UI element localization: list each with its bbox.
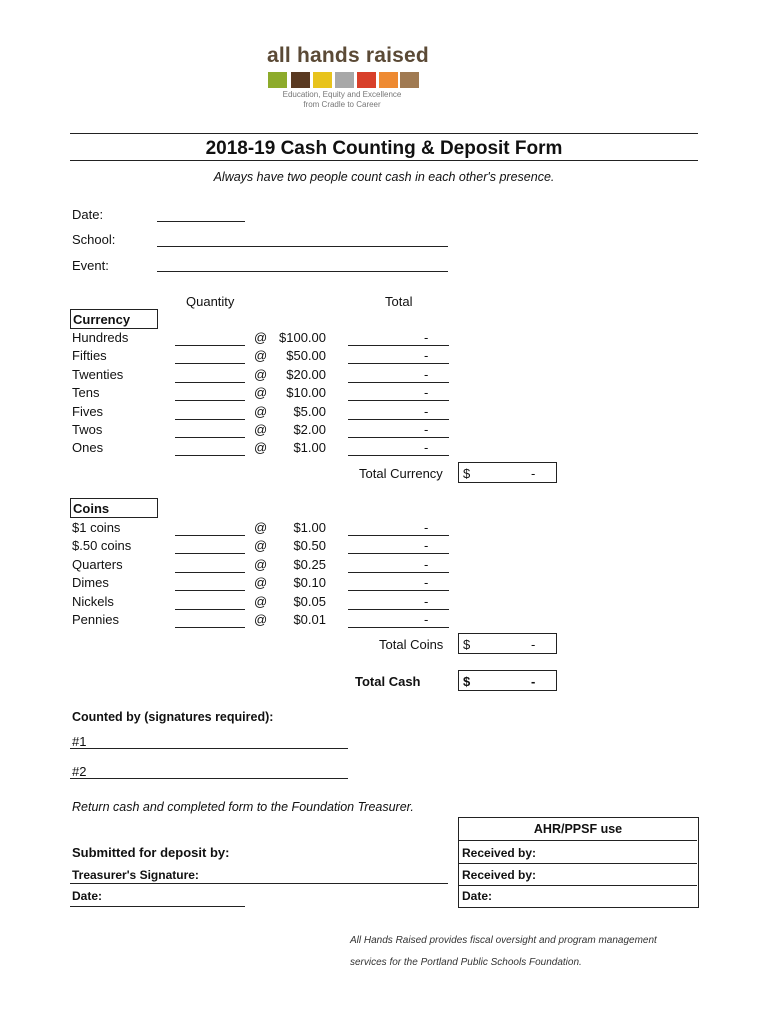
row-total-value: - xyxy=(424,594,429,609)
logo-square xyxy=(400,72,419,88)
ahr-divider-1 xyxy=(459,840,697,841)
at-symbol: @ xyxy=(254,538,268,553)
quantity-field[interactable] xyxy=(175,627,245,628)
row-total-field[interactable] xyxy=(348,345,449,346)
quantity-field[interactable] xyxy=(175,382,245,383)
total-cash-box xyxy=(458,670,557,691)
title-rule-bottom xyxy=(70,160,698,161)
total-coins-box xyxy=(458,633,557,654)
treasurer-signature-field[interactable] xyxy=(70,883,448,884)
denomination-label: Twos xyxy=(72,422,103,437)
row-total-field[interactable] xyxy=(348,437,449,438)
ahr-ppsf-use-box xyxy=(458,817,699,908)
date-label: Date: xyxy=(72,207,104,222)
deposit-date-field[interactable] xyxy=(70,906,245,907)
total-column-header: Total xyxy=(385,294,413,309)
denomination-label: Tens xyxy=(72,385,100,400)
logo-square xyxy=(357,72,376,88)
quantity-field[interactable] xyxy=(175,455,245,456)
signature-1-label: #1 xyxy=(72,734,87,749)
denomination-label: Nickels xyxy=(72,594,114,609)
quantity-field[interactable] xyxy=(175,437,245,438)
unit-price: $2.00 xyxy=(293,422,326,437)
unit-price: $1.00 xyxy=(293,440,326,455)
logo-square xyxy=(335,72,354,88)
row-total-field[interactable] xyxy=(348,553,449,554)
at-symbol: @ xyxy=(254,385,268,400)
unit-price: $0.50 xyxy=(293,538,326,553)
counted-by-heading: Counted by (signatures required): xyxy=(72,710,274,724)
row-total-value: - xyxy=(424,520,429,535)
row-total-field[interactable] xyxy=(348,535,449,536)
row-total-field[interactable] xyxy=(348,382,449,383)
row-total-field[interactable] xyxy=(348,609,449,610)
row-total-value: - xyxy=(424,538,429,553)
denomination-label: Fifties xyxy=(72,348,107,363)
event-label: Event: xyxy=(72,258,109,273)
at-symbol: @ xyxy=(254,348,268,363)
unit-price: $10.00 xyxy=(286,385,326,400)
total-cash-label: Total Cash xyxy=(355,674,421,689)
quantity-column-header: Quantity xyxy=(186,294,235,309)
quantity-field[interactable] xyxy=(175,363,245,364)
row-total-value: - xyxy=(424,575,429,590)
ahr-divider-2 xyxy=(459,863,697,864)
return-note: Return cash and completed form to the Foundation Treasurer. xyxy=(72,800,414,814)
row-total-value: - xyxy=(424,348,429,363)
submitted-for-deposit-label: Submitted for deposit by: xyxy=(72,845,230,860)
at-symbol: @ xyxy=(254,594,268,609)
row-total-field[interactable] xyxy=(348,400,449,401)
denomination-label: Dimes xyxy=(72,575,109,590)
row-total-value: - xyxy=(424,404,429,419)
total-currency-box xyxy=(458,462,557,483)
row-total-value: - xyxy=(424,422,429,437)
total-cash-dollar: $ xyxy=(463,674,471,689)
title-rule-top xyxy=(70,133,698,134)
denomination-label: $1 coins xyxy=(72,520,121,535)
at-symbol: @ xyxy=(254,575,268,590)
total-cash-value: - xyxy=(531,674,536,689)
row-total-value: - xyxy=(424,557,429,572)
at-symbol: @ xyxy=(254,557,268,572)
unit-price: $50.00 xyxy=(286,348,326,363)
row-total-field[interactable] xyxy=(348,572,449,573)
row-total-field[interactable] xyxy=(348,455,449,456)
event-field[interactable] xyxy=(157,271,448,272)
row-total-value: - xyxy=(424,385,429,400)
quantity-field[interactable] xyxy=(175,553,245,554)
received-by-1-label: Received by: xyxy=(462,846,537,860)
row-total-value: - xyxy=(424,440,429,455)
at-symbol: @ xyxy=(254,440,268,455)
logo-tagline-line2: from Cradle to Career xyxy=(303,100,381,109)
footer-line-1: All Hands Raised provides fiscal oversight and program management xyxy=(350,935,657,946)
at-symbol: @ xyxy=(254,422,268,437)
row-total-field[interactable] xyxy=(348,419,449,420)
total-currency-dollar: $ xyxy=(463,466,471,481)
quantity-field[interactable] xyxy=(175,400,245,401)
logo-square xyxy=(291,72,310,88)
total-currency-value: - xyxy=(531,466,536,481)
unit-price: $0.01 xyxy=(293,612,326,627)
row-total-value: - xyxy=(424,367,429,382)
ahr-date-label: Date: xyxy=(462,889,493,903)
ahr-ppsf-heading: AHR/PPSF use xyxy=(533,822,623,836)
deposit-date-label: Date: xyxy=(72,889,103,903)
form-subtitle: Always have two people count cash in each other's presence. xyxy=(213,170,555,184)
logo-tagline-line1: Education, Equity and Excellence xyxy=(282,90,402,99)
at-symbol: @ xyxy=(254,367,268,382)
treasurer-signature-label: Treasurer's Signature: xyxy=(72,868,199,882)
row-total-field[interactable] xyxy=(348,627,449,628)
denomination-label: Ones xyxy=(72,440,104,455)
received-by-2-label: Received by: xyxy=(462,868,537,882)
quantity-field[interactable] xyxy=(175,572,245,573)
currency-heading: Currency xyxy=(70,309,158,329)
row-total-field[interactable] xyxy=(348,363,449,364)
row-total-value: - xyxy=(424,330,429,345)
unit-price: $20.00 xyxy=(286,367,326,382)
row-total-field[interactable] xyxy=(348,590,449,591)
logo-wordmark: all hands raised xyxy=(267,44,429,67)
unit-price: $100.00 xyxy=(279,330,326,345)
denomination-label: Pennies xyxy=(72,612,119,627)
logo-square xyxy=(313,72,332,88)
unit-price: $0.05 xyxy=(293,594,326,609)
denomination-label: Quarters xyxy=(72,557,123,572)
denomination-label: Hundreds xyxy=(72,330,129,345)
school-label: School: xyxy=(72,232,116,247)
unit-price: $0.25 xyxy=(293,557,326,572)
at-symbol: @ xyxy=(254,404,268,419)
unit-price: $5.00 xyxy=(293,404,326,419)
signature-2-field[interactable] xyxy=(70,778,348,779)
at-symbol: @ xyxy=(254,612,268,627)
denomination-label: Twenties xyxy=(72,367,124,382)
quantity-field[interactable] xyxy=(175,590,245,591)
signature-2-label: #2 xyxy=(72,764,87,779)
footer-line-2: services for the Portland Public Schools Foundation. xyxy=(350,957,582,968)
at-symbol: @ xyxy=(254,520,268,535)
coins-heading: Coins xyxy=(70,498,158,518)
at-symbol: @ xyxy=(254,330,268,345)
denomination-label: Fives xyxy=(72,404,104,419)
total-coins-label: Total Coins xyxy=(379,637,444,652)
logo-square xyxy=(379,72,398,88)
total-coins-dollar: $ xyxy=(463,637,471,652)
row-total-value: - xyxy=(424,612,429,627)
date-field[interactable] xyxy=(157,221,245,222)
ahr-divider-3 xyxy=(459,885,697,886)
signature-1-field[interactable] xyxy=(70,748,348,749)
quantity-field[interactable] xyxy=(175,345,245,346)
logo-square xyxy=(268,72,287,88)
unit-price: $1.00 xyxy=(293,520,326,535)
form-title: 2018-19 Cash Counting & Deposit Form xyxy=(205,138,563,159)
total-currency-label: Total Currency xyxy=(359,466,443,481)
quantity-field[interactable] xyxy=(175,609,245,610)
quantity-field[interactable] xyxy=(175,419,245,420)
logo-tagline xyxy=(262,90,422,110)
total-coins-value: - xyxy=(531,637,536,652)
school-field[interactable] xyxy=(157,246,448,247)
denomination-label: $.50 coins xyxy=(72,538,132,553)
unit-price: $0.10 xyxy=(293,575,326,590)
quantity-field[interactable] xyxy=(175,535,245,536)
